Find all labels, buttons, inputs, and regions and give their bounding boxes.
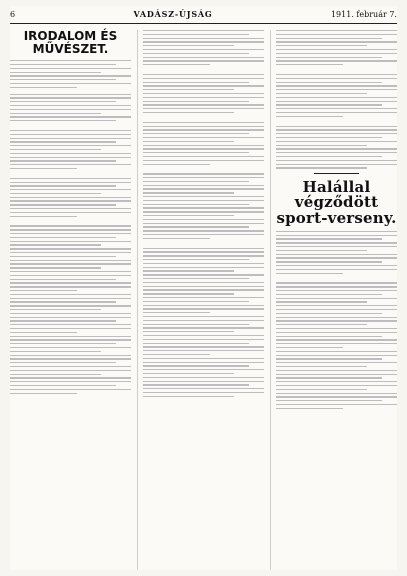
page-number: 6: [10, 9, 16, 19]
right-column-top-text: [276, 30, 397, 169]
publication-name: VADÁSZ-ÚJSÁG: [133, 9, 213, 19]
column-left: [10, 30, 131, 570]
left-column-text: [10, 60, 131, 394]
column-right: [276, 30, 397, 570]
page-header: [10, 6, 397, 22]
issue-date: 1911. február 7.: [330, 9, 397, 19]
section-headline-left: IRODALOM ÉS MŰVÉSZET.: [23, 29, 118, 56]
header-rule: [10, 23, 397, 24]
newspaper-page: [10, 6, 397, 570]
column-divider-right: [270, 30, 271, 570]
right-column-bottom-text: [276, 231, 397, 409]
column-middle: [143, 30, 264, 570]
column-divider-left: [137, 30, 138, 570]
article-separator-rule: [314, 173, 359, 174]
middle-column-text: [143, 30, 264, 397]
section-headline-right: Halállal végződött sport-verseny.: [276, 177, 397, 228]
